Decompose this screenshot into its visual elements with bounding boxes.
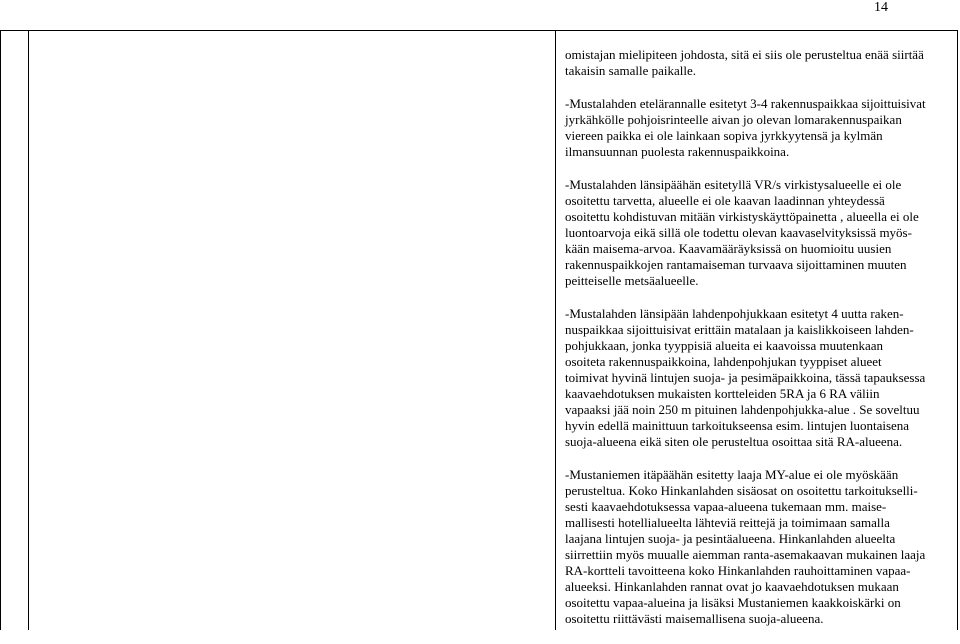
paragraph-intro: omistajan mielipiteen johdosta, sitä ei siis ole perusteltua enää siirtää takaisin samalle paikalle. — [565, 47, 924, 78]
paragraph-my-area: -Mustaniemen itäpäähän esitetty laaja MY-alue ei ole myöskään perusteltua. Koko Hinkanlahden sisäosat on osoitettu tarkoitukselli- sesti kaavaehdotuksessa vapaa-alueena tukemaan mm. maise- mallisesti hotellialueelta lähteviä reittejä ja toimimaan samalla laajana lintujen suoja- ja pesintäalueena. Hinkanlahden alueelta siirrettiin myös muualle aiemman ranta-asemakaavan mukainen laaja RA-kortteli tavoitteena koko Hinkanlahden rauhoittaminen vapaa- alueeksi. Hinkanlahden rannat ovat jo kaavaehdotuksen mukaan osoitettu vapaa-alueina ja lisäksi Mustaniemen kaakkoiskärki on osoitettu riittävästi maisemallisena suoja-alueena. — [565, 467, 926, 626]
page-number: 14 — [874, 0, 888, 15]
column-divider-left — [28, 30, 29, 630]
comment-response-column — [565, 47, 955, 644]
paragraph-south-shore: -Mustalahden etelärannalle esitetyt 3-4 rakennuspaikkaa sijoittuisivat jyrkähkölle pohjoisrinteelle aivan jo olevan lomarakennuspaikan viereen paikka ei ole lainkaan sopiva jyrkkyytensä ja kylmän ilmansuunnan puolesta rakennuspaikkoina. — [565, 96, 926, 159]
paragraph-vr-area: -Mustalahden länsipäähän esitetyllä VR/s virkistysalueelle ei ole osoitettu tarvetta, alueelle ei ole kaavan laadinnan yhteydessä osoitettu kohdistuvan mitään virkistyskäyttöpainetta , alueella ei ole luontoarvoja eikä sillä ole todettu olevan kaavaselvityksissä myös- kään maisema-arvoa. Kaavamääräyksissä on huomioitu uusien rakennuspaikkojen rantamaiseman turvaava sijoittaminen muuten peitteiselle metsäalueelle. — [565, 177, 919, 288]
column-divider-right — [555, 30, 556, 630]
paragraph-bay-building-sites: -Mustalahden länsipään lahdenpohjukkaan esitetyt 4 uutta raken- nuspaikkaa sijoittuisivat erittäin matalaan ja kaislikkoiseen lahden- pohjukkaan, jonka tyyppisiä alueita ei kaavoissa muutenkaan osoiteta rakennuspaikkoina, lahdenpohjukan tyyppiset alueet toimivat hyvinä lintujen suoja- ja pesimäpaikkoina, tässä tapauksessa kaavaehdotuksen mukaisten kortteleiden 5RA ja 6 RA väliin vapaaksi jää noin 250 m pituinen lahdenpohjukka-alue . Se soveltuu hyvin edellä mainittuun tarkoitukseensa esim. lintujen luontaisena suoja-alueena eikä siten ole perusteltua osoittaa sitä RA-alueena. — [565, 306, 926, 449]
